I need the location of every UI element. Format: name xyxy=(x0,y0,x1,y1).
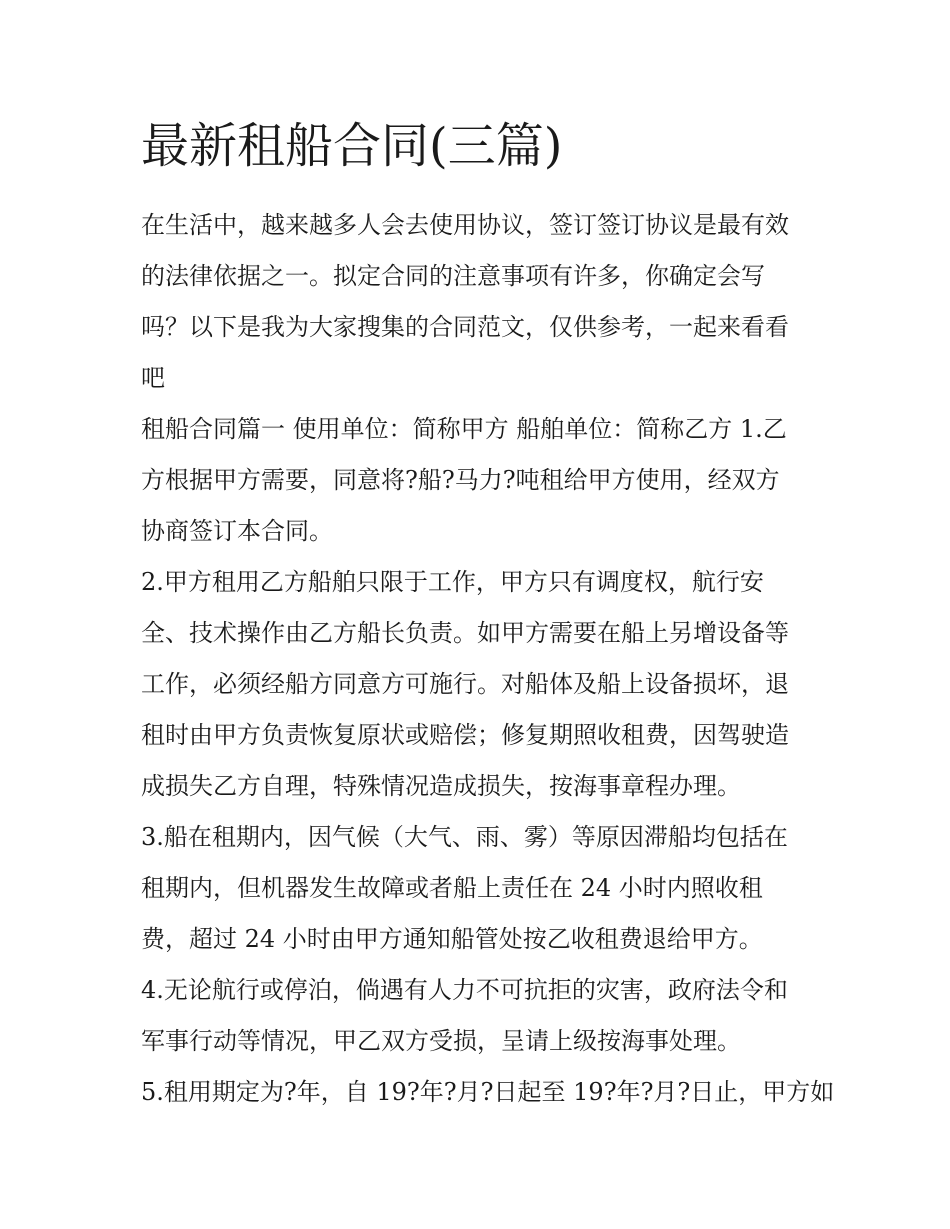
body-line: 租期内，但机器发生故障或者船上责任在 24 小时内照收租 xyxy=(141,874,763,902)
document-body xyxy=(141,200,835,1118)
body-line: 吗？以下是我为大家搜集的合同范文，仅供参考，一起来看看 xyxy=(141,313,789,341)
body-line: 2.甲方租用乙方船舶只限于工作，甲方只有调度权，航行安 xyxy=(141,568,764,596)
body-line: 工作，必须经船方同意方可施行。对船体及船上设备损坏，退 xyxy=(141,670,789,698)
document-title: 最新租船合同(三篇) xyxy=(141,118,563,174)
body-line: 军事行动等情况，甲乙双方受损，呈请上级按海事处理。 xyxy=(141,1027,741,1055)
body-line: 吧 xyxy=(141,364,165,392)
body-line: 成损失乙方自理，特殊情况造成损失，按海事章程办理。 xyxy=(141,772,741,800)
body-line: 方根据甲方需要，同意将?船?马力?吨租给甲方使用，经双方 xyxy=(141,466,780,494)
body-line: 费，超过 24 小时由甲方通知船管处按乙收租费退给甲方。 xyxy=(141,925,763,953)
body-line: 全、技术操作由乙方船长负责。如甲方需要在船上另增设备等 xyxy=(141,619,789,647)
body-line: 的法律依据之一。拟定合同的注意事项有许多，你确定会写 xyxy=(141,262,765,290)
body-line: 租时由甲方负责恢复原状或赔偿；修复期照收租费，因驾驶造 xyxy=(141,721,789,749)
body-line: 3.船在租期内，因气候（大气、雨、雾）等原因滞船均包括在 xyxy=(141,823,788,851)
body-line: 租船合同篇一 使用单位：简称甲方 船舶单位：简称乙方 1.乙 xyxy=(141,415,787,443)
body-line: 协商签订本合同。 xyxy=(141,517,333,545)
body-line: 5.租用期定为?年，自 19?年?月?日起至 19?年?月?日止，甲方如 xyxy=(141,1078,835,1106)
body-line: 4.无论航行或停泊，倘遇有人力不可抗拒的灾害，政府法令和 xyxy=(141,976,788,1004)
body-line: 在生活中，越来越多人会去使用协议，签订签订协议是最有效 xyxy=(141,211,789,239)
